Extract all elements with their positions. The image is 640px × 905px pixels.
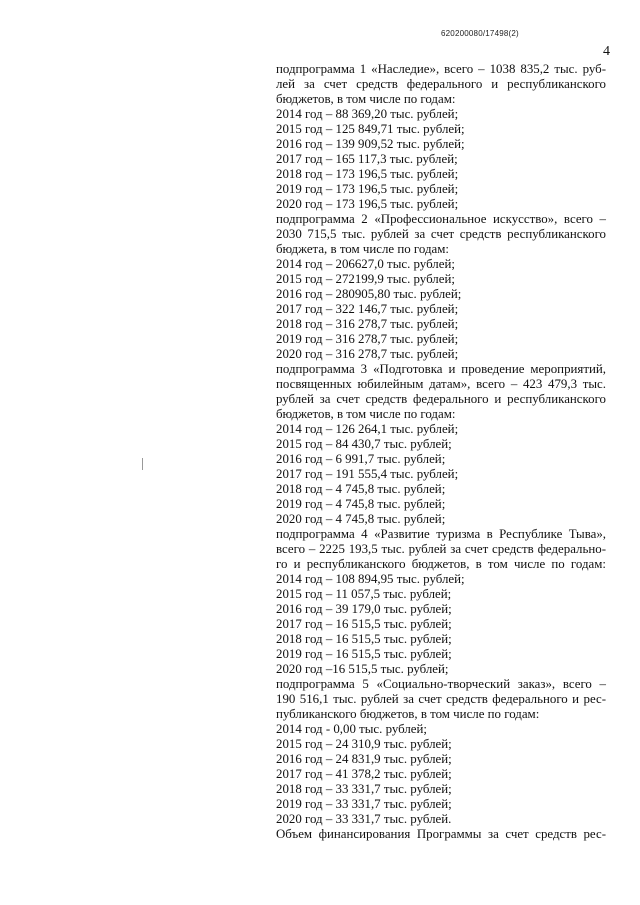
text-line: посвященных юбилейным датам», всего – 423 479,3 тыс. xyxy=(276,377,606,391)
text-line: 2017 год – 165 117,3 тыс. рублей; xyxy=(276,152,458,166)
text-line: бюджета, в том числе по годам: xyxy=(276,242,449,256)
text-line: 2014 год - 0,00 тыс. рублей; xyxy=(276,722,428,736)
text-line: 2016 год – 280905,80 тыс. рублей; xyxy=(276,287,462,301)
body-text xyxy=(276,62,606,842)
text-line: подпрограмма 2 «Профессиональное искусство», всего – xyxy=(276,212,606,226)
text-line: 2020 год – 316 278,7 тыс. рублей; xyxy=(276,347,459,361)
document-id: 620200080/17498(2) xyxy=(441,29,519,38)
text-line: 2018 год – 33 331,7 тыс. рублей; xyxy=(276,782,452,796)
text-line: 2017 год – 191 555,4 тыс. рублей; xyxy=(276,467,459,481)
text-line: 2017 год – 16 515,5 тыс. рублей; xyxy=(276,617,452,631)
text-line: 2015 год – 11 057,5 тыс. рублей; xyxy=(276,587,452,601)
text-line: 2018 год – 16 515,5 тыс. рублей; xyxy=(276,632,452,646)
text-line: 2019 год – 16 515,5 тыс. рублей; xyxy=(276,647,452,661)
text-line: подпрограмма 5 «Социально-творческий заказ», всего – xyxy=(276,677,606,691)
text-line: 2014 год – 126 264,1 тыс. рублей; xyxy=(276,422,459,436)
text-line: рублей за счет средств федерального и республиканского xyxy=(276,392,606,406)
text-line: 2019 год – 316 278,7 тыс. рублей; xyxy=(276,332,459,346)
text-line: 2020 год – 33 331,7 тыс. рублей. xyxy=(276,812,452,826)
text-line: 2015 год – 84 430,7 тыс. рублей; xyxy=(276,437,452,451)
page-number: 4 xyxy=(603,44,610,59)
text-line: 2019 год – 173 196,5 тыс. рублей; xyxy=(276,182,459,196)
scan-artifact xyxy=(142,458,143,470)
text-line: 2018 год – 173 196,5 тыс. рублей; xyxy=(276,167,459,181)
text-line: 2014 год – 206627,0 тыс. рублей; xyxy=(276,257,455,271)
text-line: бюджетов, в том числе по годам: xyxy=(276,407,456,421)
text-line: 2016 год – 139 909,52 тыс. рублей; xyxy=(276,137,465,151)
text-line: 2017 год – 322 146,7 тыс. рублей; xyxy=(276,302,459,316)
text-line: лей за счет средств федерального и республиканского xyxy=(276,77,606,91)
text-line: 2015 год – 125 849,71 тыс. рублей; xyxy=(276,122,465,136)
text-line: подпрограмма 3 «Подготовка и проведение мероприятий, xyxy=(276,362,606,376)
text-line: подпрограмма 1 «Наследие», всего – 1038 835,2 тыс. руб- xyxy=(276,62,606,76)
text-line: Объем финансирования Программы за счет средств рес- xyxy=(276,827,606,841)
text-line: подпрограмма 4 «Развитие туризма в Республике Тыва», xyxy=(276,527,606,541)
text-line: 2020 год – 173 196,5 тыс. рублей; xyxy=(276,197,459,211)
text-line: публиканского бюджетов, в том числе по годам: xyxy=(276,707,540,721)
text-line: 2018 год – 4 745,8 тыс. рублей; xyxy=(276,482,446,496)
text-line: 2014 год – 88 369,20 тыс. рублей; xyxy=(276,107,459,121)
text-line: 2019 год – 33 331,7 тыс. рублей; xyxy=(276,797,452,811)
text-line: 2015 год – 272199,9 тыс. рублей; xyxy=(276,272,455,286)
text-line: 2018 год – 316 278,7 тыс. рублей; xyxy=(276,317,459,331)
text-line: 190 516,1 тыс. рублей за счет средств федерального и рес- xyxy=(276,692,606,706)
text-line: 2015 год – 24 310,9 тыс. рублей; xyxy=(276,737,452,751)
text-line: всего – 2225 193,5 тыс. рублей за счет средств федерально- xyxy=(276,542,606,556)
text-line: го и республиканского бюджетов, в том числе по годам: xyxy=(276,557,606,571)
text-line: 2019 год – 4 745,8 тыс. рублей; xyxy=(276,497,446,511)
text-line: бюджетов, в том числе по годам: xyxy=(276,92,456,106)
text-line: 2016 год – 6 991,7 тыс. рублей; xyxy=(276,452,446,466)
text-line: 2020 год –16 515,5 тыс. рублей; xyxy=(276,662,449,676)
text-line: 2016 год – 39 179,0 тыс. рублей; xyxy=(276,602,452,616)
text-line: 2016 год – 24 831,9 тыс. рублей; xyxy=(276,752,452,766)
text-line: 2017 год – 41 378,2 тыс. рублей; xyxy=(276,767,452,781)
text-line: 2030 715,5 тыс. рублей за счет средств республиканского xyxy=(276,227,606,241)
text-line: 2020 год – 4 745,8 тыс. рублей; xyxy=(276,512,446,526)
text-line: 2014 год – 108 894,95 тыс. рублей; xyxy=(276,572,465,586)
